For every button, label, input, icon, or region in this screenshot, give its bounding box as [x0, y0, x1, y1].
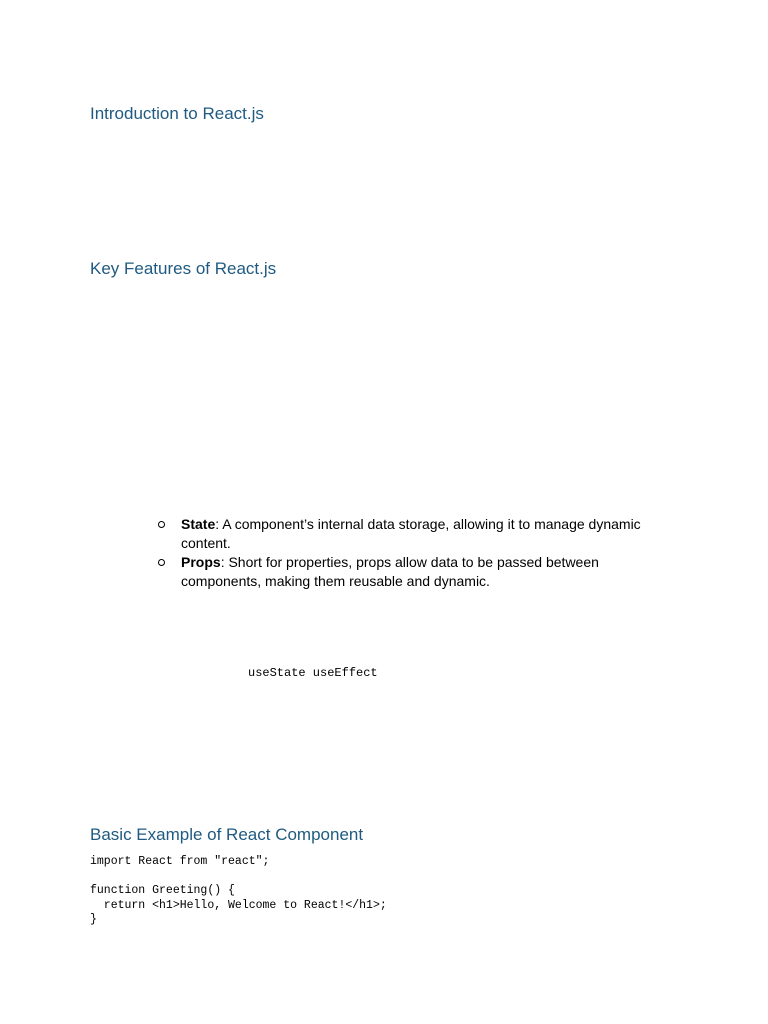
code-line: function Greeting() {: [90, 884, 235, 897]
section-heading-introduction: Introduction to React.js: [90, 104, 264, 123]
hooks-inline-code: useState useEffect: [248, 666, 378, 680]
bullet-text: : A component’s internal data storage, allowing it to manage dynamic content.: [181, 516, 641, 551]
code-line: return <h1>Hello, Welcome to React!</h1>;: [90, 898, 387, 912]
bullet-term: State: [181, 516, 216, 532]
hollow-bullet-icon: [158, 559, 165, 566]
bullet-text: : Short for properties, props allow data to be passed between components, making them reusable and dynamic.: [181, 554, 599, 589]
section-heading-basic-example: Basic Example of React Component: [90, 825, 364, 844]
hollow-bullet-icon: [158, 521, 165, 528]
list-item-props: [158, 553, 678, 591]
code-line: [90, 870, 387, 885]
code-line: import React from "react";: [90, 855, 270, 868]
section-heading-key-features: Key Features of React.js: [90, 259, 277, 278]
list-item-state: [158, 515, 678, 553]
bullet-term: Props: [181, 554, 221, 570]
code-line: }: [90, 913, 97, 926]
code-block: [90, 855, 387, 928]
feature-bullet-list: [158, 515, 678, 591]
